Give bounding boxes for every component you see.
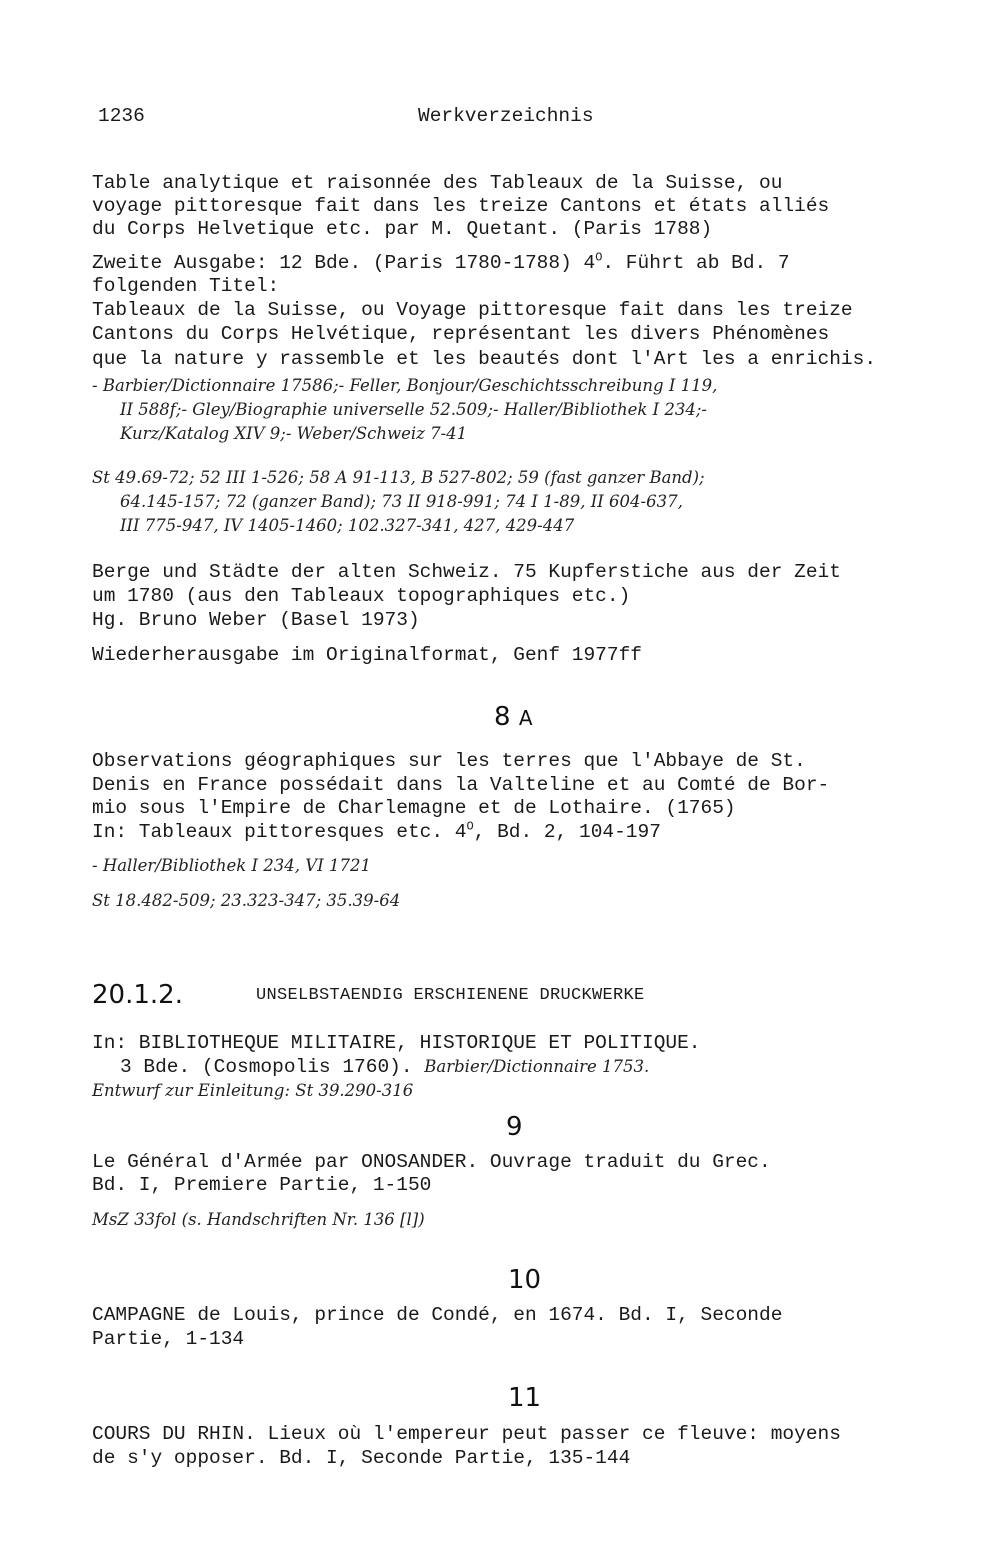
section-number: 20.1.2. <box>92 980 183 1010</box>
entry-number: 10 <box>508 1265 542 1295</box>
facsimile-line: Wiederherausgabe im Originalformat, Genf 1977ff <box>92 644 642 666</box>
reference-line: II 588f;- Gley/Biographie universelle 52.509;- Haller/Bibliothek I 234;- <box>120 400 707 419</box>
entry-number <box>494 703 533 732</box>
entry-number: 11 <box>508 1383 542 1413</box>
reprint-line: um 1780 (aus den Tableaux topographiques etc.) <box>92 585 631 607</box>
edition-line: folgenden Titel: <box>92 275 280 297</box>
draft-reference: Entwurf zur Einleitung: St 39.290-316 <box>92 1081 414 1100</box>
reference-line: Kurz/Katalog XIV 9;- Weber/Schweiz 7-41 <box>120 424 468 443</box>
entry-text-line: Denis en France possédait dans la Valteline et au Comté de Bor- <box>92 774 830 796</box>
reprint-line: Berge und Städte der alten Schweiz. 75 Kupferstiche aus der Zeit <box>92 561 841 583</box>
st-reference-line: 64.145-157; 72 (ganzer Band); 73 II 918-991; 74 I 1-89, II 604-637, <box>120 492 683 511</box>
manuscript-reference: MsZ 33fol (s. Handschriften Nr. 136 [l]) <box>92 1210 425 1229</box>
in-text-end: , Bd. 2, 104-197 <box>473 821 661 843</box>
entry-title-line: Table analytique et raisonnée des Tableaux de la Suisse, ou <box>92 172 783 194</box>
entry-text-line: Observations géographiques sur les terres que l'Abbaye de St. <box>92 750 806 772</box>
entry-text-line: Le Général d'Armée par ONOSANDER. Ouvrage traduit du Grec. <box>92 1151 771 1173</box>
st-reference-line: St 49.69-72; 52 III 1-526; 58 A 91-113, B 527-802; 59 (fast ganzer Band); <box>92 468 705 487</box>
entry-text-line: COURS DU RHIN. Lieux où l'empereur peut passer ce fleuve: moyens <box>92 1423 841 1445</box>
entry-title-line: voyage pittoresque fait dans les treize Cantons et états alliés <box>92 195 830 217</box>
subtitle-line: que la nature y rassemble et les beautés dont l'Art les a enrichis. <box>92 348 877 370</box>
entry-number: 9 <box>506 1112 523 1142</box>
edition-text-end: . Führt ab Bd. 7 <box>602 252 790 274</box>
in-text: In: Tableaux pittoresques etc. 4 <box>92 821 467 843</box>
st-reference-line: St 18.482-509; 23.323-347; 35.39-64 <box>92 891 401 910</box>
entry-number-main: 8 <box>494 702 511 732</box>
collection-reference: Barbier/Dictionnaire 1753. <box>424 1057 650 1076</box>
entry-number-suffix: A <box>518 706 533 730</box>
reference-line: - Haller/Bibliothek I 234, VI 1721 <box>92 856 371 875</box>
in-line <box>92 820 661 844</box>
page-number: 1236 <box>98 105 145 127</box>
st-reference-line: III 775-947, IV 1405-1460; 102.327-341, 427, 429-447 <box>120 516 575 535</box>
format-superscript: O <box>466 819 474 834</box>
subtitle-line: Tableaux de la Suisse, ou Voyage pittoresque fait dans les treize <box>92 299 853 321</box>
collection-volumes: 3 Bde. (Cosmopolis 1760). <box>120 1056 413 1078</box>
entry-text-line: de s'y opposer. Bd. I, Seconde Partie, 135-144 <box>92 1447 631 1469</box>
collection-line: In: BIBLIOTHEQUE MILITAIRE, HISTORIQUE ET POLITIQUE. <box>92 1032 701 1054</box>
section-title: UNSELBSTAENDIG ERSCHIENENE DRUCKWERKE <box>256 986 645 1005</box>
entry-title-line: du Corps Helvetique etc. par M. Quetant. (Paris 1788) <box>92 218 713 240</box>
entry-text-line: Partie, 1-134 <box>92 1328 245 1350</box>
reprint-line: Hg. Bruno Weber (Basel 1973) <box>92 609 420 631</box>
entry-text-line: mio sous l'Empire de Charlemagne et de Lothaire. (1765) <box>92 797 736 819</box>
edition-line <box>92 251 790 275</box>
running-title: Werkverzeichnis <box>418 105 594 127</box>
edition-text: Zweite Ausgabe: 12 Bde. (Paris 1780-1788) 4 <box>92 252 596 274</box>
subtitle-line: Cantons du Corps Helvétique, représentant les divers Phénomènes <box>92 323 830 345</box>
entry-text-line: CAMPAGNE de Louis, prince de Condé, en 1674. Bd. I, Seconde <box>92 1304 783 1326</box>
entry-text-line: Bd. I, Premiere Partie, 1-150 <box>92 1174 432 1196</box>
collection-line <box>120 1055 649 1079</box>
format-superscript: O <box>595 250 603 265</box>
reference-line: - Barbier/Dictionnaire 17586;- Feller, Bonjour/Geschichtsschreibung I 119, <box>92 376 718 395</box>
